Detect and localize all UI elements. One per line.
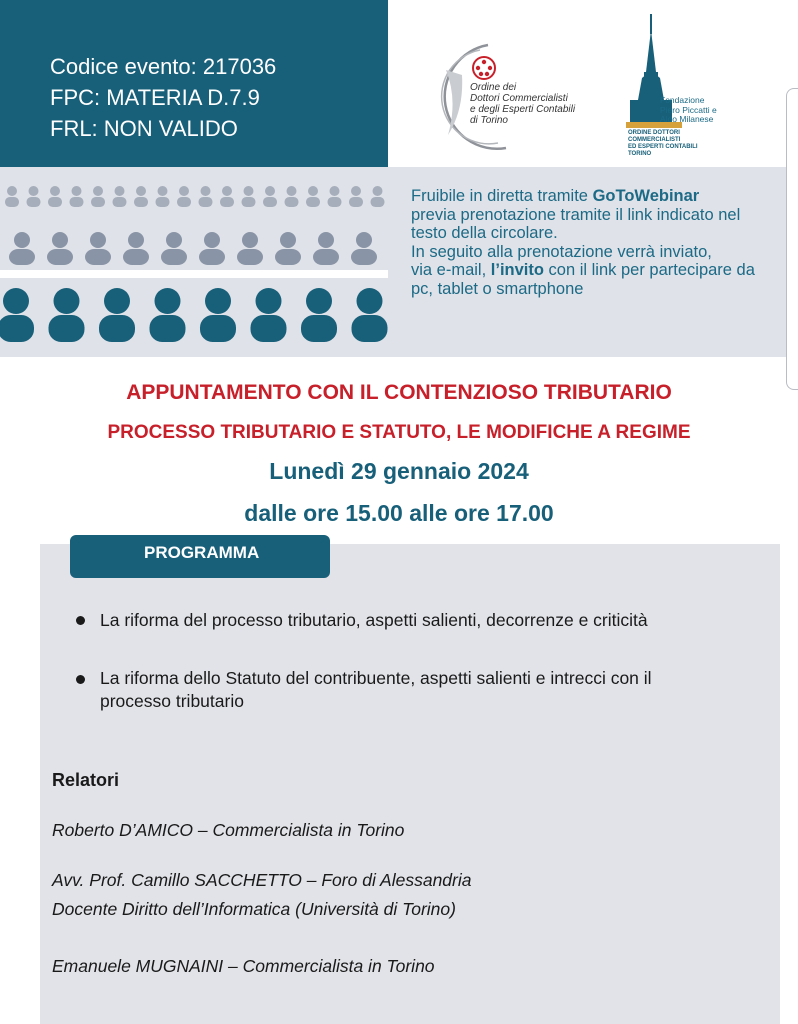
programma-item-1-line-1: La riforma del processo tributario, aspetti salienti, decorrenze e criticità [100,610,648,630]
event-date: Lunedì 29 gennaio 2024 [269,458,529,484]
bullet-icon [76,675,85,684]
frl-status: FRL: NON VALIDO [50,116,238,141]
info-line-5-post: con il link per partecipare da [543,261,755,279]
relatori-heading: Relatori [52,770,120,790]
fondazione-line-7: TORINO [628,151,652,157]
event-title: APPUNTAMENTO CON IL CONTENZIOSO TRIBUTARIO [126,381,672,404]
audience-graphic [0,167,388,357]
relatore-1: Roberto D’AMICO – Commercialista in Torino [52,820,405,840]
webinar-info-box [388,167,798,357]
fpc-subject: FPC: MATERIA D.7.9 [50,85,260,110]
odcec-line-3: e degli Esperti Contabili [470,104,576,115]
relatore-2-line-2: Docente Diritto dell’Informatica (Università di Torino) [52,899,456,919]
event-subtitle: PROCESSO TRIBUTARIO E STATUTO, LE MODIFICHE A REGIME [107,422,691,443]
fondazione-line-5: COMMERCIALISTI [628,137,681,143]
programma-item-1 [100,609,760,632]
programma-item-2-line-2: processo tributario [100,691,244,711]
fondazione-line-3: Aldo Milanese [660,114,714,124]
audience-icon [0,167,388,357]
invito-label: l’invito [490,261,544,279]
webinar-info-text [411,187,783,298]
programma-label: PROGRAMMA [144,543,260,562]
audience-row-band [0,270,388,278]
programma-header [70,535,330,578]
info-line-2: previa prenotazione tramite il link indicato nel [411,205,741,224]
odcec-line-4: di Torino [470,115,508,126]
info-line-1-pre: Fruibile in diretta tramite [411,187,593,205]
event-code-box [0,0,388,167]
odcec-logo [418,40,598,155]
relatore-2-line-1: Avv. Prof. Camillo SACCHETTO – Foro di Alessandria [52,870,472,890]
fondazione-line-1: Fondazione [660,95,705,105]
programma-item-2 [100,667,760,713]
info-line-4: In seguito alla prenotazione verrà inviato, [411,242,712,261]
fondazione-line-6: ED ESPERTI CONTABILI [628,144,698,150]
info-line-3: testo della circolare. [411,224,558,242]
side-scroll-tab[interactable] [786,88,798,390]
info-line-5-pre: via e-mail, [411,261,491,279]
odcec-line-1: Ordine dei [470,82,517,93]
programma-item-2-line-1: La riforma dello Statuto del contribuente, aspetti salienti e intrecci con il [100,668,652,688]
odcec-line-2: Dottori Commercialisti [470,93,568,104]
bullet-icon [76,616,85,625]
fondazione-line-4: ORDINE DOTTORI [628,130,680,136]
fondazione-line-2: Piero Piccatti e [660,104,717,115]
fondazione-logo [620,12,750,162]
info-line-6: pc, tablet o smartphone [411,279,584,298]
relatore-3: Emanuele MUGNAINI – Commercialista in Torino [52,956,435,976]
event-code: Codice evento: 217036 [50,54,277,79]
event-time: dalle ore 15.00 alle ore 17.00 [244,500,554,526]
gotowebinar-label: GoToWebinar [592,187,700,205]
